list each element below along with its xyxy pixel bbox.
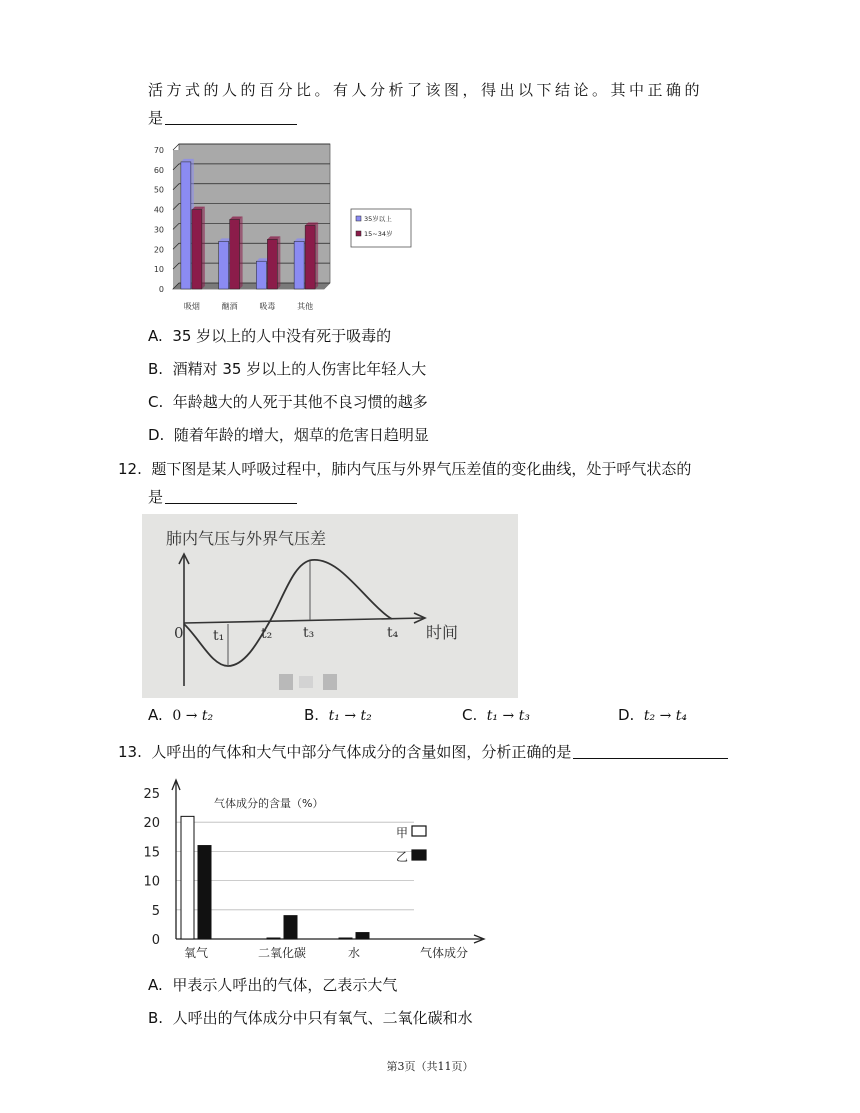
blur-block	[279, 674, 293, 690]
bar	[294, 241, 304, 289]
x-axis-label: 时间	[426, 623, 459, 642]
chart-gas-composition	[142, 776, 498, 966]
option-from: t₁	[486, 708, 499, 724]
option-from: t₁	[328, 708, 340, 724]
t3-label: t₃	[303, 625, 315, 641]
bar	[181, 816, 194, 939]
bar	[305, 225, 315, 289]
bar	[192, 210, 202, 289]
x-tick-label: 吸烟	[183, 302, 200, 311]
x-tick-label: 其他	[297, 302, 314, 311]
y-tick-label: 15	[143, 845, 160, 861]
option-label: A.	[148, 706, 163, 724]
question-number: 12.	[118, 460, 142, 478]
bar-side	[202, 207, 205, 289]
option-from: 0	[172, 708, 182, 724]
t4-label: t₄	[387, 625, 399, 641]
q13-option-a[interactable]	[148, 975, 397, 995]
bar	[267, 239, 277, 289]
q11-stem-line1: 活方式的人的百分比。有人分析了该图，得出以下结论。其中正确的	[148, 81, 704, 99]
x-tick-label: 二氧化碳	[257, 946, 307, 960]
option-text: 甲表示人呼出的气体，乙表示大气	[172, 976, 398, 994]
bar	[181, 162, 191, 289]
option-label: C.	[148, 393, 164, 411]
option-to: t₄	[675, 708, 688, 724]
bar	[198, 846, 211, 939]
y-tick-label: 30	[153, 225, 164, 235]
bar	[256, 261, 266, 289]
y-tick-label: 10	[153, 265, 164, 275]
q13-option-b[interactable]	[148, 1008, 473, 1028]
arrow-icon: →	[344, 708, 357, 724]
bar	[356, 933, 369, 939]
x-tick-label: 酗酒	[221, 302, 238, 311]
option-to: t₂	[360, 708, 372, 724]
q13-stem-text: 人呼出的气体和大气中部分气体成分的含量如图，分析正确的是	[151, 743, 572, 761]
t2-label: t₂	[261, 626, 273, 642]
option-label: B.	[304, 706, 320, 724]
bar-side	[240, 217, 243, 290]
y-tick-label: 60	[153, 165, 164, 175]
arrow-icon: →	[659, 708, 672, 724]
q12-stem-text: 题下图是某人呼吸过程中，肺内气压与外界气压差值的变化曲线，处于呼气状态的	[151, 460, 692, 478]
y-tick-label: 0	[158, 285, 164, 294]
origin-label: 0	[174, 624, 184, 642]
x-tick-label: 吸毒	[259, 302, 276, 311]
option-label: B.	[148, 360, 164, 378]
chart-death-causes	[140, 142, 430, 317]
y-tick-label: 70	[153, 146, 164, 155]
x-tick-label: 水	[347, 946, 361, 960]
arrow-icon: →	[185, 708, 198, 724]
page-footer: 第3页（共11页）	[386, 1060, 474, 1073]
q12-option-c[interactable]	[462, 705, 530, 726]
blur-block	[323, 674, 337, 690]
option-text: 年龄越大的人死于其他不良习惯的越多	[172, 393, 428, 411]
bar	[219, 241, 229, 289]
answer-blank[interactable]	[165, 488, 297, 504]
q11-option-c[interactable]	[148, 392, 428, 412]
y-tick-label: 5	[151, 903, 160, 919]
arrow-icon: →	[502, 708, 515, 724]
q11-option-b[interactable]	[148, 359, 426, 379]
q11-option-d[interactable]	[148, 425, 429, 445]
option-text: 35 岁以上的人中没有死于吸毒的	[172, 327, 392, 345]
blur-block	[299, 676, 313, 688]
legend-swatch	[412, 850, 426, 860]
q12-stem-tail: 是	[148, 488, 164, 506]
bar	[230, 220, 240, 290]
legend-swatch	[356, 231, 361, 236]
y-tick-label: 25	[143, 787, 160, 802]
pressure-difference-curve-figure	[142, 514, 518, 698]
chart-title: 气体成分的含量（%）	[214, 797, 324, 810]
legend-swatch	[356, 216, 361, 221]
legend-swatch	[412, 826, 426, 836]
answer-blank[interactable]	[573, 743, 728, 759]
q12-stem-line1	[118, 459, 691, 479]
bar-side	[277, 236, 280, 289]
option-to: t₂	[201, 708, 214, 724]
y-tick-label: 0	[151, 933, 160, 948]
option-label: A.	[148, 327, 163, 345]
q12-option-d[interactable]	[618, 705, 687, 726]
q11-stem-line2	[148, 108, 297, 128]
option-label: A.	[148, 976, 163, 994]
y-tick-label: 20	[143, 816, 160, 832]
option-text: 随着年龄的增大，烟草的危害日趋明显	[173, 426, 429, 444]
legend-label: 乙	[396, 850, 409, 864]
q12-option-b[interactable]	[304, 705, 372, 726]
option-text: 酒精对 35 岁以上的人伤害比年轻人大	[172, 360, 427, 378]
x-tick-label: 氧气	[183, 946, 209, 960]
q11-stem-tail: 是	[148, 109, 164, 127]
y-tick-label: 10	[143, 874, 160, 890]
bar-side	[315, 222, 318, 289]
q11-option-a[interactable]	[148, 326, 391, 346]
option-label: D.	[618, 706, 635, 724]
t1-label: t₁	[213, 628, 225, 644]
x-axis-label: 气体成分	[420, 946, 469, 960]
bar	[284, 916, 297, 939]
option-label: C.	[462, 706, 478, 724]
option-from: t₂	[643, 708, 656, 724]
option-label: B.	[148, 1009, 164, 1027]
answer-blank[interactable]	[165, 109, 297, 125]
legend-label: 35岁以上	[364, 215, 392, 223]
legend-label: 甲	[396, 826, 409, 840]
question-number: 13.	[118, 743, 142, 761]
curve-title: 肺内气压与外界气压差	[166, 529, 327, 548]
bar	[339, 938, 352, 939]
option-label: D.	[148, 426, 165, 444]
bar	[267, 938, 280, 939]
q12-option-a[interactable]	[148, 705, 213, 726]
y-tick-label: 20	[153, 245, 164, 255]
option-to: t₃	[518, 708, 530, 724]
legend-label: 15~34岁	[364, 230, 393, 238]
y-tick-label: 50	[153, 185, 164, 195]
option-text: 人呼出的气体成分中只有氧气、二氧化碳和水	[172, 1009, 473, 1027]
q13-stem	[118, 742, 728, 762]
y-tick-label: 40	[153, 205, 164, 215]
q12-stem-line2	[148, 487, 297, 507]
